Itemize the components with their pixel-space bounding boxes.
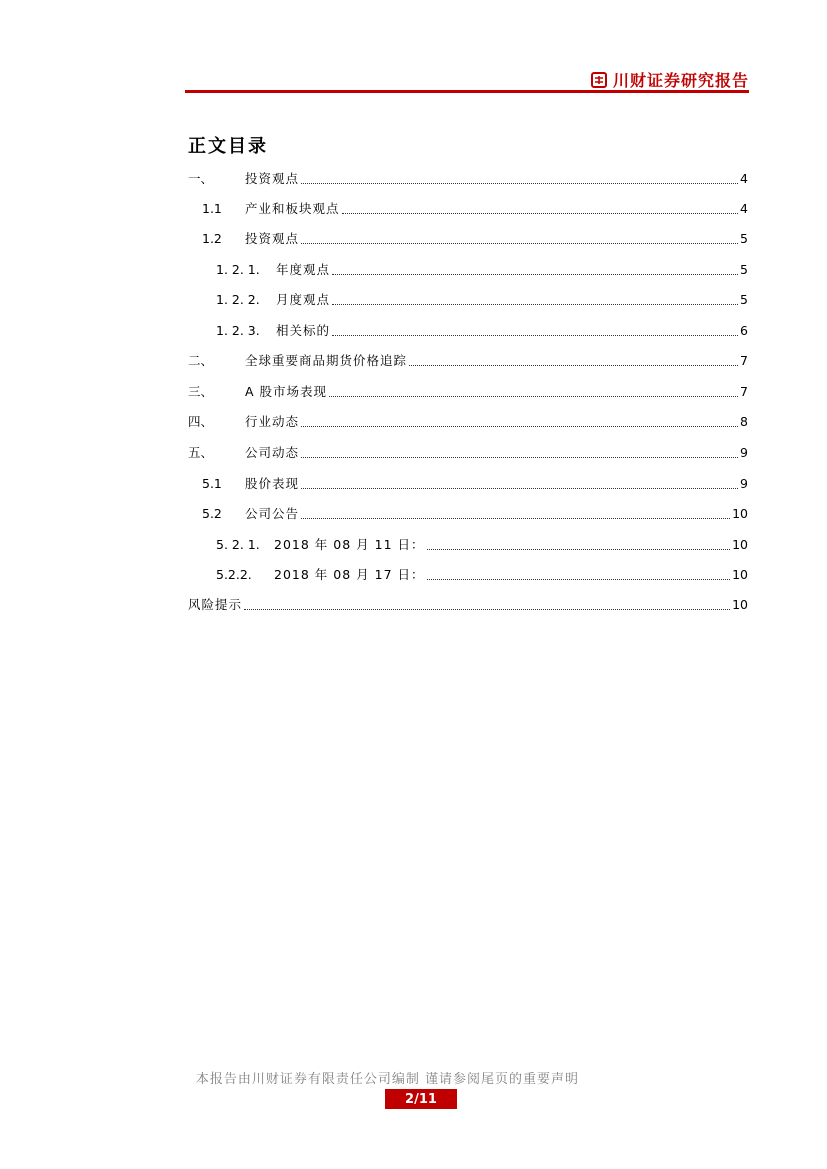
leader-dots	[301, 478, 738, 489]
toc-entry-label: 2018 年 08 月 11 日：	[274, 537, 425, 552]
brand-header	[591, 68, 749, 91]
toc-entry-number: 5.1	[202, 476, 222, 491]
toc-entry-page: 5	[740, 231, 748, 246]
toc-entry[interactable]	[188, 230, 748, 248]
leader-dots	[332, 264, 738, 275]
toc-entry-page: 9	[740, 476, 748, 491]
toc-entry[interactable]	[188, 596, 748, 614]
leader-dots	[244, 599, 730, 610]
toc-entry-number: 1. 2. 3.	[216, 323, 260, 338]
toc-entry[interactable]	[188, 536, 748, 554]
leader-dots	[301, 416, 738, 427]
toc-entry-number: 四、	[188, 414, 214, 429]
toc-entry-number: 1. 2. 2.	[216, 292, 260, 307]
toc-entry-label: 公司动态	[245, 445, 300, 460]
leader-dots	[301, 447, 738, 458]
leader-dots	[301, 233, 738, 244]
toc-title: 正文目录	[188, 136, 268, 157]
toc-entry-number: 五、	[188, 445, 214, 460]
toc-entry-label: 月度观点	[276, 292, 331, 307]
toc-entry-number: 三、	[188, 384, 214, 399]
toc-entry[interactable]	[188, 352, 748, 370]
toc-entry-label: A 股市场表现	[245, 384, 328, 399]
page-number: 2/11	[385, 1089, 457, 1109]
toc-entry-label: 风险提示	[188, 597, 243, 612]
leader-dots	[332, 294, 738, 305]
toc-entry-number: 5.2	[202, 506, 222, 521]
toc-entry-page: 7	[740, 353, 748, 368]
toc-entry[interactable]	[188, 261, 748, 279]
toc-entry[interactable]	[188, 475, 748, 493]
toc-entry-number: 1.1	[202, 201, 222, 216]
toc-entry-label: 年度观点	[276, 262, 331, 277]
brand-name: 川财证券研究报告	[612, 71, 749, 90]
toc-entry-label: 公司公告	[245, 506, 300, 521]
toc-entry-label: 相关标的	[276, 323, 331, 338]
leader-dots	[427, 539, 731, 550]
toc-entry-label: 行业动态	[245, 414, 300, 429]
toc-entry-page: 8	[740, 414, 748, 429]
toc-entry[interactable]	[188, 566, 748, 584]
toc-entry[interactable]	[188, 291, 748, 309]
toc-entry-label: 2018 年 08 月 17 日：	[274, 567, 425, 582]
toc-entry-page: 5	[740, 262, 748, 277]
leader-dots	[332, 325, 738, 336]
chuancai-logo-icon	[591, 72, 607, 88]
toc-entry[interactable]	[188, 505, 748, 523]
toc-entry-page: 4	[740, 171, 748, 186]
toc-entry[interactable]	[188, 200, 748, 218]
toc-entry[interactable]	[188, 413, 748, 431]
toc-entry-number: 二、	[188, 353, 214, 368]
toc-entry-label: 股价表现	[245, 476, 300, 491]
leader-dots	[427, 569, 731, 580]
toc-entry[interactable]	[188, 444, 748, 462]
leader-dots	[342, 203, 739, 214]
footer-disclaimer: 本报告由川财证券有限责任公司编制 谨请参阅尾页的重要声明	[195, 1072, 580, 1087]
toc-entry-page: 10	[732, 567, 748, 582]
toc-entry-page: 10	[732, 537, 748, 552]
toc-entry[interactable]	[188, 170, 748, 188]
toc-entry-page: 6	[740, 323, 748, 338]
toc-entry[interactable]	[188, 322, 748, 340]
toc-entry-number: 5. 2. 1.	[216, 537, 260, 552]
toc-entry-page: 5	[740, 292, 748, 307]
toc-entry-page: 9	[740, 445, 748, 460]
toc-entry-page: 4	[740, 201, 748, 216]
toc-entry-page: 10	[732, 597, 748, 612]
toc-entry-label: 投资观点	[245, 231, 300, 246]
leader-dots	[329, 386, 738, 397]
leader-dots	[301, 173, 738, 184]
toc-entry-number: 1. 2. 1.	[216, 262, 260, 277]
toc-entry-number: 1.2	[202, 231, 222, 246]
toc-entry-label: 全球重要商品期货价格追踪	[245, 353, 408, 368]
toc-entry-page: 7	[740, 384, 748, 399]
toc-entry-number: 5.2.2.	[216, 567, 252, 582]
header-rule	[185, 90, 749, 93]
toc-entry-number: 一、	[188, 171, 214, 186]
leader-dots	[301, 508, 730, 519]
leader-dots	[409, 355, 738, 366]
toc-entry-label: 投资观点	[245, 171, 300, 186]
toc-entry[interactable]	[188, 383, 748, 401]
toc-entry-label: 产业和板块观点	[245, 201, 340, 216]
toc-entry-page: 10	[732, 506, 748, 521]
